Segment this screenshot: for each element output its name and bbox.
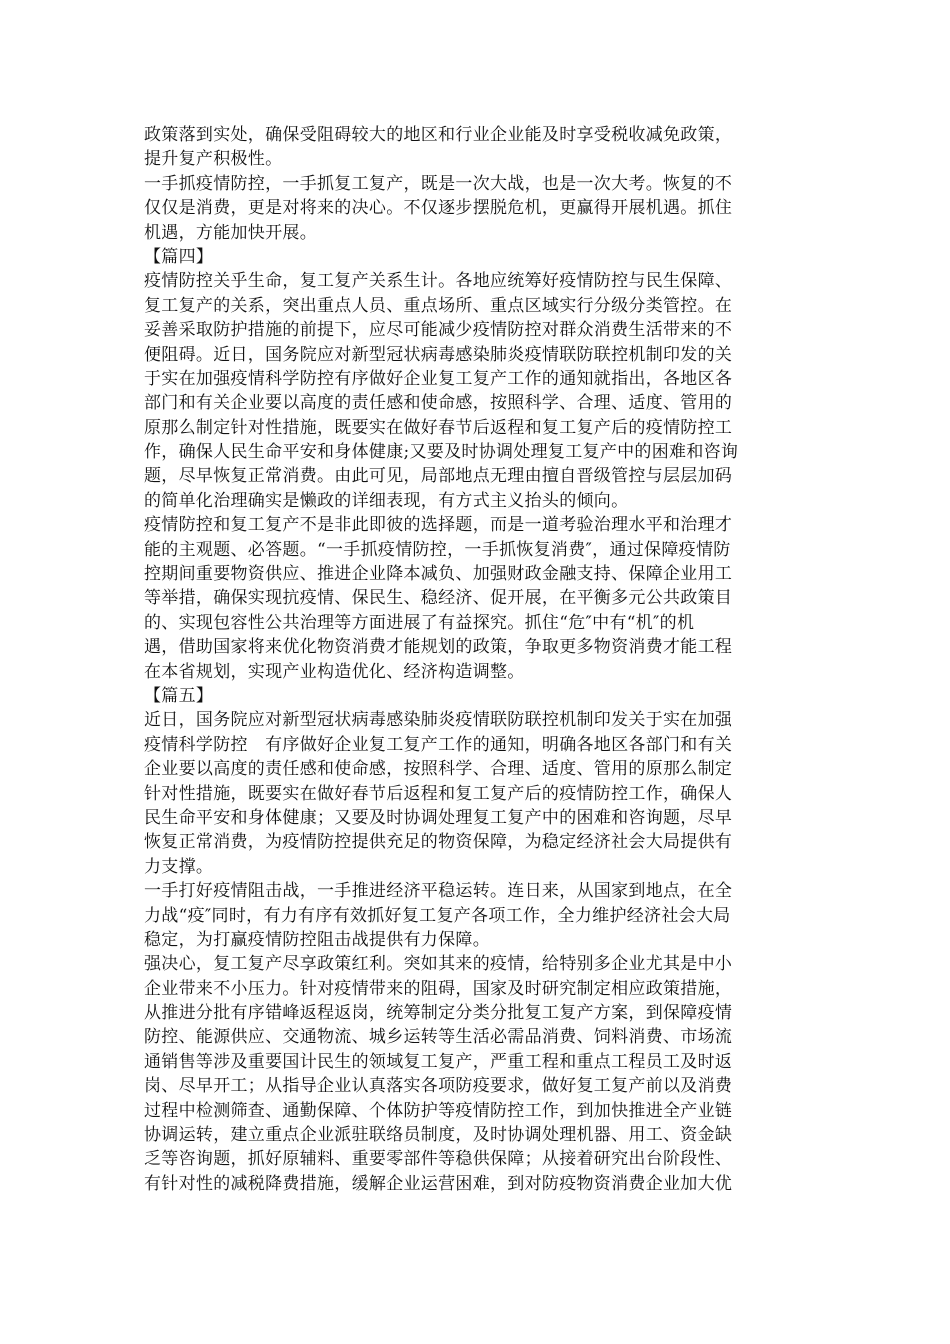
text-line: 防控、能源供应、交通物流、城乡运转等生活必需品消费、饲料消费、市场流 <box>144 1027 733 1048</box>
text-line: 协调运转，建立重点企业派驻联络员制度，及时协调处理机器、用工、资金缺 <box>144 1125 733 1146</box>
text-line: 提升复产积极性。 <box>144 149 283 170</box>
text-line: 妥善采取防护措施的前提下，应尽可能减少疫情防控对群众消费生活带来的不 <box>144 320 733 341</box>
text-line: 企业要以高度的责任感和使命感，按照科学、合理、适度、管用的原那么制定 <box>144 759 733 780</box>
text-line: 疫情防控关乎生命，复工复产关系生计。各地应统筹好疫情防控与民生保障、 <box>144 271 733 292</box>
text-line: 的简单化治理确实是懒政的详细表现，有方式主义抬头的倾向。 <box>144 490 629 511</box>
text-line: 企业带来不小压力。针对疫情带来的阻碍，国家及时研究制定相应政策措施， <box>144 978 733 999</box>
text-line: 机遇，方能加快开展。 <box>144 222 317 243</box>
text-line: 疫情防控和复工复产不是非此即彼的选择题，而是一道考验治理水平和治理才 <box>144 515 733 536</box>
text-line: 原那么制定针对性措施，既要实在做好春节后返程和复工复产后的疫情防控工 <box>144 417 733 438</box>
text-line: 过程中检测筛查、通勤保障、个体防护等疫情防控工作，到加快推进全产业链 <box>144 1100 733 1121</box>
text-line: 疫情科学防控 有序做好企业复工复产工作的通知，明确各地区各部门和有关 <box>144 734 733 755</box>
text-line: 题，尽早恢复正常消费。由此可见，局部地点无理由擅自晋级管控与层层加码 <box>144 466 733 487</box>
text-line: 遇，借助国家将来优化物资消费才能规划的政策，争取更多物资消费才能工程 <box>144 637 733 658</box>
section-heading: 【篇四】 <box>144 246 214 267</box>
text-line: 近日，国务院应对新型冠状病毒感染肺炎疫情联防联控机制印发关于实在加强 <box>144 710 733 731</box>
text-line: 复工复产的关系，突出重点人员、重点场所、重点区域实行分级分类管控。在 <box>144 295 733 316</box>
text-line: 在本省规划，实现产业构造优化、经济构造调整。 <box>144 661 525 682</box>
text-line: 强决心，复工复产尽享政策红利。突如其来的疫情，给特别多企业尤其是中小 <box>144 954 733 975</box>
text-line: 岗、尽早开工；从指导企业认真落实各项防疫要求，做好复工复产前以及消费 <box>144 1076 733 1097</box>
text-line: 一手抓疫情防控，一手抓复工复产，既是一次大战，也是一次大考。恢复的不 <box>144 173 733 194</box>
section-heading: 【篇五】 <box>144 685 214 706</box>
text-line: 通销售等涉及重要国计民生的领域复工复产，严重工程和重点工程员工及时返 <box>144 1051 733 1072</box>
text-line: 有针对性的减税降费措施，缓解企业运营困难，到对防疫物资消费企业加大优 <box>144 1173 733 1194</box>
text-line: 仅仅是消费，更是对将来的决心。不仅逐步摆脱危机，更赢得开展机遇。抓住 <box>144 198 733 219</box>
text-line: 力支撑。 <box>144 856 214 877</box>
text-line: 政策落到实处，确保受阻碍较大的地区和行业企业能及时享受税收减免政策， <box>144 125 733 145</box>
text-line: 于实在加强疫情科学防控有序做好企业复工复产工作的通知就指出，各地区各 <box>144 368 733 389</box>
text-line: 作，确保人民生命平安和身体健康;又要及时协调处理复工复产中的困难和咨询 <box>144 442 739 463</box>
text-line: 乏等咨询题，抓好原辅料、重要零部件等稳供保障；从接着研究出台阶段性、 <box>144 1149 733 1170</box>
text-line: 针对性措施，既要实在做好春节后返程和复工复产后的疫情防控工作，确保人 <box>144 783 733 804</box>
text-line: 稳定，为打赢疫情防控阻击战提供有力保障。 <box>144 929 490 950</box>
text-line: 便阻碍。近日，国务院应对新型冠状病毒感染肺炎疫情联防联控机制印发的关 <box>144 344 733 365</box>
text-line: 力战“疫″同时，有力有序有效抓好复工复产各项工作，全力维护经济社会大局 <box>144 905 731 926</box>
text-line: 控期间重要物资供应、推进企业降本减负、加强财政金融支持、保障企业用工 <box>144 564 733 585</box>
text-line: 一手打好疫情阻击战，一手推进经济平稳运转。连日来，从国家到地点，在全 <box>144 881 733 902</box>
body-text <box>144 123 804 1196</box>
text-line: 能的主观题、必答题。“一手抓疫情防控，一手抓恢复消费″，通过保障疫情防 <box>144 539 731 560</box>
text-line: 的、实现包容性公共治理等方面进展了有益探究。抓住“危″中有“机″的机 <box>144 612 695 633</box>
text-line: 民生命平安和身体健康；又要及时协调处理复工复产中的困难和咨询题，尽早 <box>144 807 733 828</box>
text-line: 部门和有关企业要以高度的责任感和使命感，按照科学、合理、适度、管用的 <box>144 393 733 414</box>
text-line: 等举措，确保实现抗疫情、保民生、稳经济、促开展，在平衡多元公共政策目 <box>144 588 733 609</box>
text-line: 从推进分批有序错峰返程返岗，统筹制定分类分批复工复产方案，到保障疫情 <box>144 1003 733 1024</box>
text-line: 恢复正常消费，为疫情防控提供充足的物资保障，为稳定经济社会大局提供有 <box>144 832 733 853</box>
